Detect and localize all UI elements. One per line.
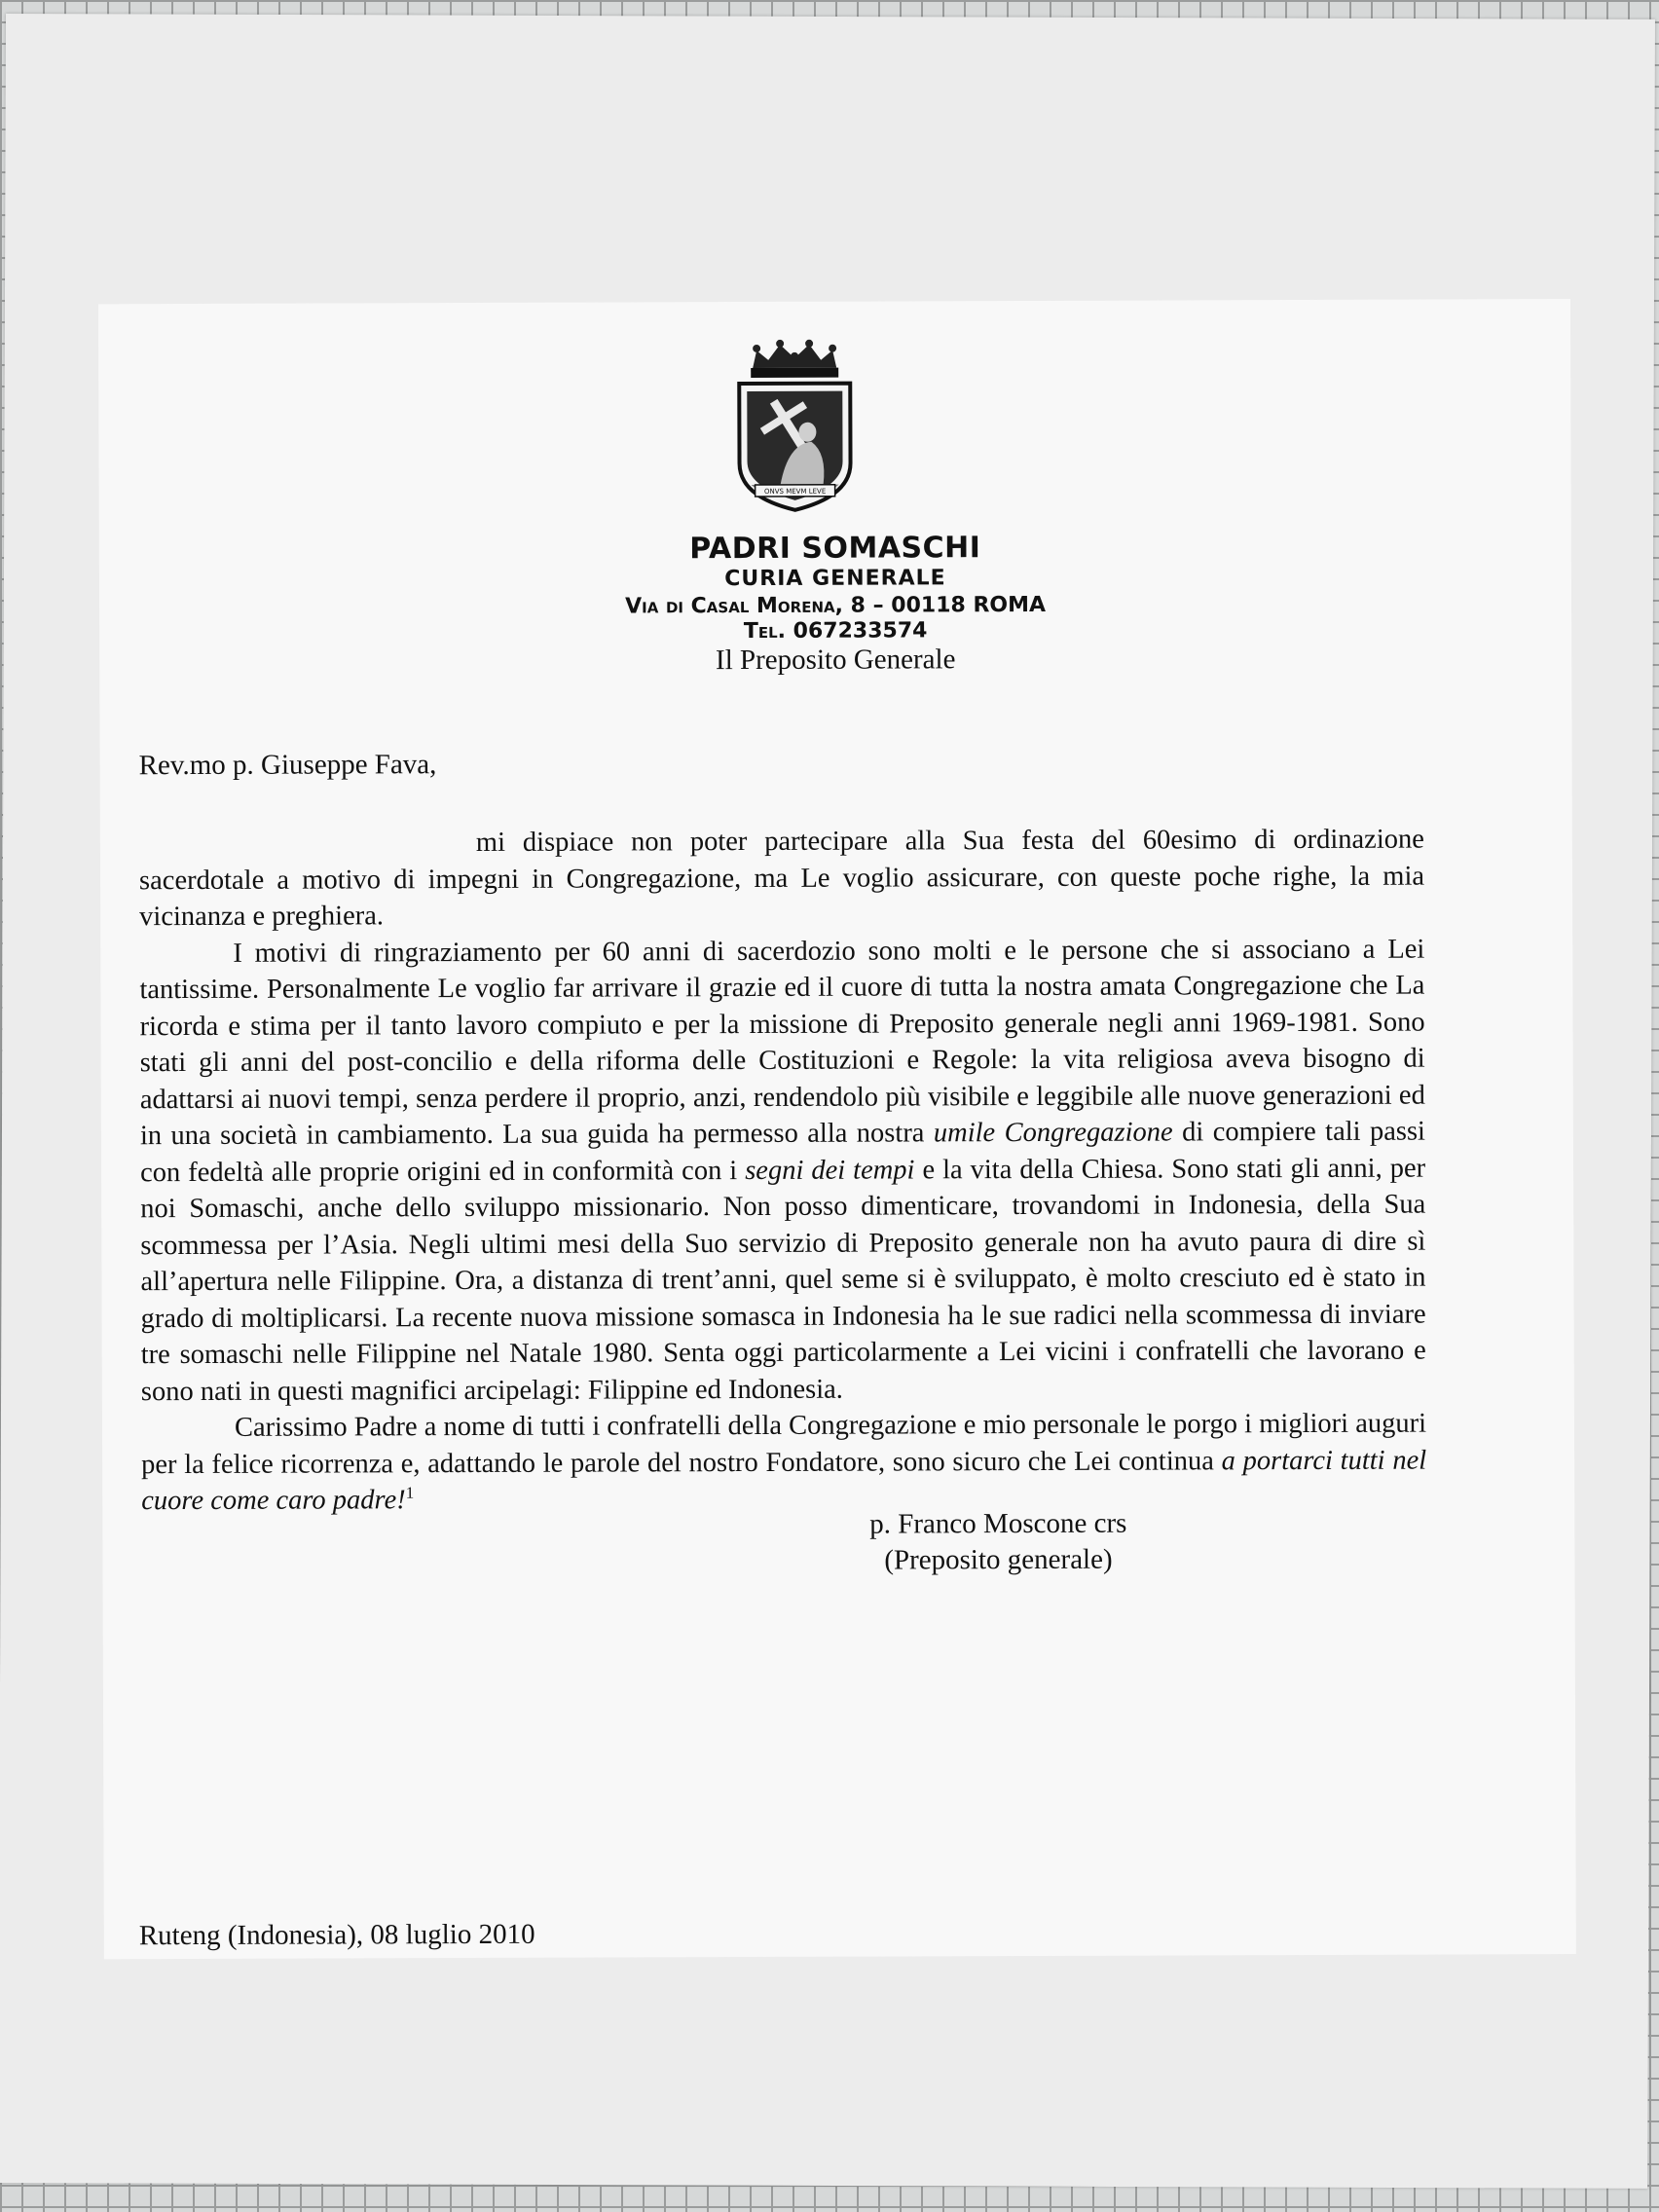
organization-name: PADRI SOMASCHI [689,531,981,567]
salutation: Rev.mo p. Giuseppe Fava, [138,749,437,782]
letter-body [139,822,1426,1520]
paragraph-3 [141,1406,1426,1520]
signature-block [803,1505,1193,1578]
emphasis-segni-dei-tempi: segni dei tempi [745,1154,915,1186]
emphasis-umile-congregazione: umile Congregazione [933,1117,1173,1149]
crest-icon [731,339,859,514]
paragraph-2-part-b: di compiere tali passi con fedeltà alle proprie origini ed in conformità con i [140,1116,1425,1188]
emphasis-closing-quote: a portarci tutti nel cuore come caro padre! [141,1445,1427,1517]
place-and-date: Ruteng (Indonesia), 08 luglio 2010 [138,1918,535,1952]
office-title: Il Preposito Generale [715,644,956,677]
paragraph-2-part-a: I motivi di ringraziamento per 60 anni di sacerdozio sono molti e le persone che si associano a Lei tantissime. Personalmente Le voglio far arrivare il grazie ed il cuore di tutta la nostra amata Congregazione che La ricorda e stima per il tanto lavoro compiuto e per la missione di Preposito generale negli anni 1969-1981. Sono stati gli anni del post-concilio e della riforma delle Costituzioni e Regole: la vita religiosa aveva bisogno di adattarsi ai nuovi tempi, senza perdere il proprio, anzi, rendendolo più visibile e leggibile alle nuove generazioni ed in una società in cambiamento. La sua guida ha permesso alla nostra [139,934,1425,1152]
paragraph-3-part-a: Carissimo Padre a nome di tutti i confratelli della Congregazione e mio personale le porgo i migliori auguri per la felice ricorrenza e, adattando le parole del nostro Fondatore, sono sicuro che Lei continua [141,1408,1427,1480]
paragraph-2-part-c: e la vita della Chiesa. Sono stati gli anni, per noi Somaschi, anche dello sviluppo missionario. Non posso dimenticare, trovandomi in Indonesia, della Sua scommessa per l’Asia. Negli ultimi mesi della Suo servizio di Preposito generale non ha avuto paura di dire sì all’apertura nelle Filippine. Ora, a distanza di trent’anni, quel seme si è sviluppato, è molto cresciuto ed è stato in grado di moltiplicarsi. La recente nuova missione somasca in Indonesia ha le sue radici nella scommessa di inviare tre somaschi nelle Filippine nel Natale 1980. Senta oggi particolarmente a Lei vicini i confratelli che lavorano e sono nati in questi magnifici arcipelagi: Filippine ed Indonesia. [140,1153,1426,1407]
curia-name: CURIA GENERALE [724,566,946,592]
crest-motto: ONVS MEVM LEVE [763,487,827,496]
paragraph-2 [139,931,1426,1410]
footnote-mark: 1 [405,1483,415,1502]
paragraph-1: mi dispiace non poter partecipare alla Sua festa del 60esimo di ordinazione sacerdotale a motivo di impegni in Congregazione, ma Le voglio assicurare, con queste poche righe, la mia vicinanza e preghiera. [138,824,1425,933]
letter-page [98,299,1576,1959]
signatory-title: (Preposito generale) [884,1543,1113,1576]
postal-address: Via di Casal Morena, 8 – 00118 ROMA [625,592,1047,619]
signatory-name: p. Franco Moscone crs [869,1507,1127,1540]
phone-number: Tel. 067233574 [743,618,928,645]
outer-paper-sheet [0,14,1655,2189]
